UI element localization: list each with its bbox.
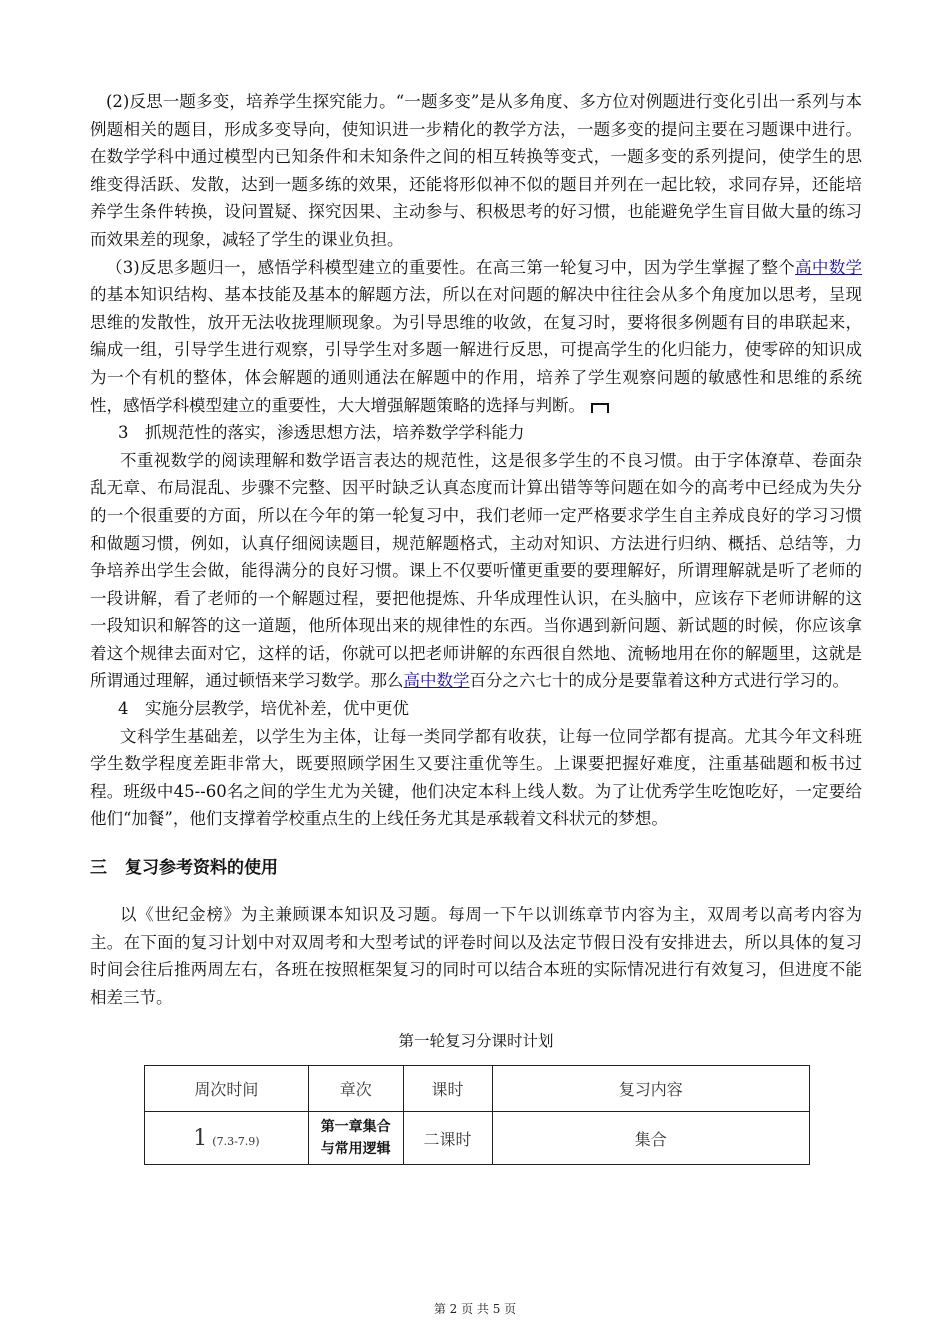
table-row: [145, 1112, 810, 1165]
paragraph-text: (2)反思一题多变，培养学生探究能力。“一题多变”是从多角度、多方位对例题进行变化引出一系列与本例题相关的题目，形成多变导向，使知识进一步精化的教学方法，一题多变的提问主要在习题课中进行。在数学学科中通过模型内已知条件和未知条件之间的相互转换等变式，一题多变的系列提问，使学生的思维变得活跃、发散，达到一题多练的效果，还能将形似神不似的题目并列在一起比较，求同存异，还能培养学生条件转换，设问置疑、探究因果、主动参与、积极思考的好习惯，也能避免学生盲目做大量的练习而效果差的现象，减轻了学生的课业负担。: [90, 92, 862, 249]
section-number: 三: [90, 858, 107, 879]
cell-content: 集合: [492, 1112, 810, 1165]
cell-periods: 二课时: [403, 1112, 492, 1165]
week-number: 1: [193, 1125, 208, 1151]
bracket-mark-icon: [591, 403, 609, 413]
header-chapter: 章次: [308, 1066, 403, 1112]
paragraph-text: （3)反思多题归一，感悟学科模型建立的重要性。在高三第一轮复习中，因为学生掌握了整个: [106, 257, 796, 277]
header-periods: 课时: [403, 1066, 492, 1112]
week-range: (7.3-7.9): [212, 1134, 260, 1148]
paragraph-text: 百分之六七十的成分是要靠着这种方式进行学习的。: [469, 671, 849, 691]
paragraph-text: 不重视数学的阅读理解和数学语言表达的规范性，这是很多学生的不良习惯。由于字体潦草、卷面杂乱无章、布局混乱、步骤不完整、因平时缺乏认真态度而计算出错等等问题在如今的高考中已经成为失分的一个很重要的方面，所以在今年的第一轮复习中，我们老师一定严格要求学生自主养成良好的学习习惯和做题习惯，例如，认真仔细阅读题目，规范解题格式，主动对知识、方法进行归纳、概括、总结等，力争培养出学生会做，能得满分的良好习惯。课上不仅要听懂更重要的要理解好，所谓理解就是听了老师的一段讲解，看了老师的一个解题过程，要把他提炼、升华成理性认识，在头脑中，应该存下老师讲解的这一段知识和解答的这一道题，他所体现出来的规律性的东西。当你遇到新问题、新试题的时候，你应该拿着这个规律去面对它，这样的话，你就可以把老师讲解的东西很自然地、流畅地用在你的解题里，这就是所谓通过理解，通过顿悟来学习数学。那么: [90, 450, 862, 691]
table-header-row: [145, 1066, 810, 1112]
header-content: 复习内容: [492, 1066, 810, 1112]
paragraph-reference-materials: 以《世纪金榜》为主兼顾课本知识及习题。每周一下午以训练章节内容为主，双周考以高考内容为主。在下面的复习计划中对双周考和大型考试的评卷时间以及法定节假日没有安排进去，所以具体的复习时间会往后推两周左右，各班在按照框架复习的同时可以结合本班的实际情况进行有效复习，但进度不能相差三节。: [90, 905, 862, 1007]
paragraph-text: 的基本知识结构、基本技能及基本的解题方法，所以在对问题的解决中往往会从多个角度加以思考，呈现思维的发散性，放开无法收拢理顺现象。为引导思维的收敛，在复习时，要将很多例题有目的串联起来，编成一组，引导学生进行观察，引导学生对多题一解进行反思，可提高学生的化归能力，使零碎的知识成为一个有机的整体，体会解题的通则通法在解题中的作用，培养了学生观察问题的敏感性和思维的系统性，感悟学科模型建立的重要性，大大增强解题策略的选择与判断。: [90, 285, 862, 415]
document-page: [90, 88, 862, 1165]
paragraph-reflection-unification: [90, 254, 862, 420]
table-caption: 第一轮复习分课时计划: [398, 1032, 554, 1051]
item-4-heading: 4 实施分层教学，培优补差，优中更优: [118, 699, 409, 719]
paragraph-reflection-variation: [90, 88, 862, 254]
header-week: 周次时间: [145, 1066, 309, 1112]
cell-week: [145, 1112, 309, 1165]
item-3-heading: 3 抓规范性的落实，渗透思想方法，培养数学学科能力: [118, 423, 525, 443]
review-plan-table: [144, 1065, 810, 1165]
section-3-heading: [90, 855, 862, 881]
page-footer: 第 2 页 共 5 页: [433, 1302, 517, 1316]
paragraph-standardization: [90, 447, 862, 695]
chapter-line-2: 与常用逻辑: [320, 1141, 391, 1158]
section-title: 复习参考资料的使用: [125, 858, 278, 879]
paragraph-layered-teaching: 文科学生基础差，以学生为主体，让每一类同学都有收获，让每一位同学都有提高。尤其今年文科班学生数学程度差距非常大，既要照顾学困生又要注重优等生。上课要把握好难度，注重基础题和板书过程。班级中45--60名之间的学生尤为关键，他们决定本科上线人数。为了让优秀学生吃饱吃好，一定要给他们“加餐”，他们支撑着学校重点生的上线任务尤其是承载着文科状元的梦想。: [90, 726, 862, 829]
cell-chapter: [308, 1112, 403, 1165]
high-school-math-link[interactable]: 高中数学: [795, 257, 862, 277]
chapter-line-1: 第一章集合: [320, 1119, 391, 1136]
high-school-math-link[interactable]: 高中数学: [403, 671, 470, 691]
